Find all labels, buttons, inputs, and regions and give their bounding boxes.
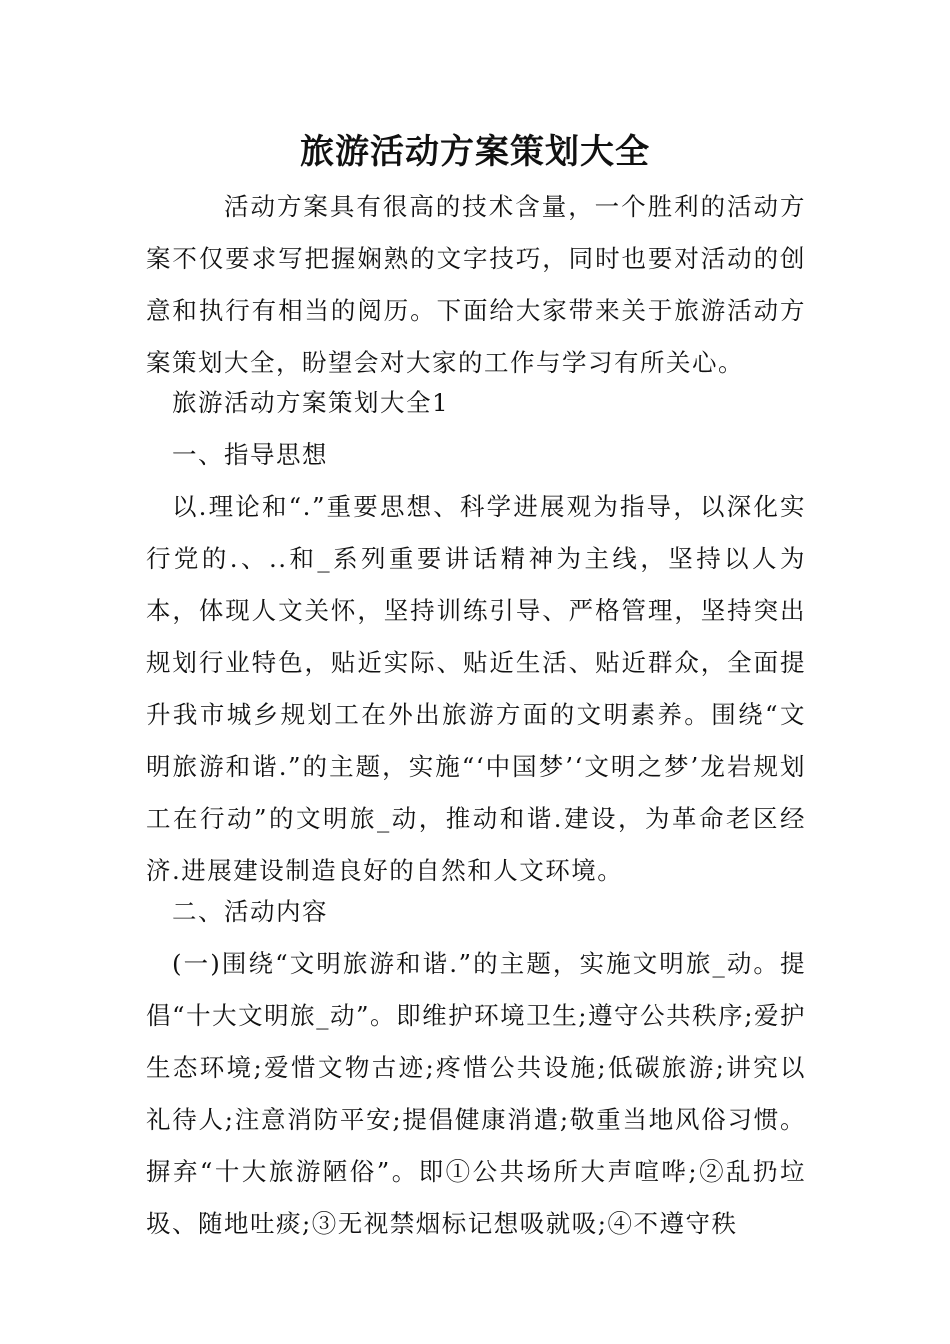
document-title: 旅游活动方案策划大全: [300, 132, 650, 172]
heading-activity-content: 二、活动内容: [172, 897, 328, 926]
intro-paragraph: 活动方案具有很高的技术含量，一个胜利的活动方案不仅要求写把握娴熟的文字技巧，同时也要对活动的创意和执行有相当的阅历。下面给大家带来关于旅游活动方案策划大全，盼望会对大家的工作与学习有所关心。: [146, 192, 806, 377]
paragraph-activity-content: (一)围绕“文明旅游和谐.”的主题，实施文明旅_动。提倡“十大文明旅_动”。即维护环境卫生;遵守公共秩序;爱护生态环境;爱惜文物古迹;疼惜公共设施;低碳旅游;讲究以礼待人;注意消防平安;提倡健康消遣;敬重当地风俗习惯。摒弃“十大旅游陋俗”。即①公共场所大声喧哗;②乱扔垃圾、随地吐痰;③无视禁烟标记想吸就吸;④不遵守秩: [146, 949, 806, 1238]
section-title: 旅游活动方案策划大全1: [172, 388, 450, 417]
heading-guiding-thought: 一、指导思想: [172, 440, 328, 469]
paragraph-guiding-thought: 以.理论和“.”重要思想、科学进展观为指导，以深化实行党的.、..和_系列重要讲话精神为主线，坚持以人为本，体现人文关怀，坚持训练引导、严格管理，坚持突出规划行业特色，贴近实际、贴近生活、贴近群众，全面提升我市城乡规划工在外出旅游方面的文明素养。围绕“文明旅游和谐.”的主题，实施“‘中国梦’‘文明之梦’龙岩规划工在行动”的文明旅_动，推动和谐.建设，为革命老区经济.进展建设制造良好的自然和人文环境。: [146, 492, 806, 885]
